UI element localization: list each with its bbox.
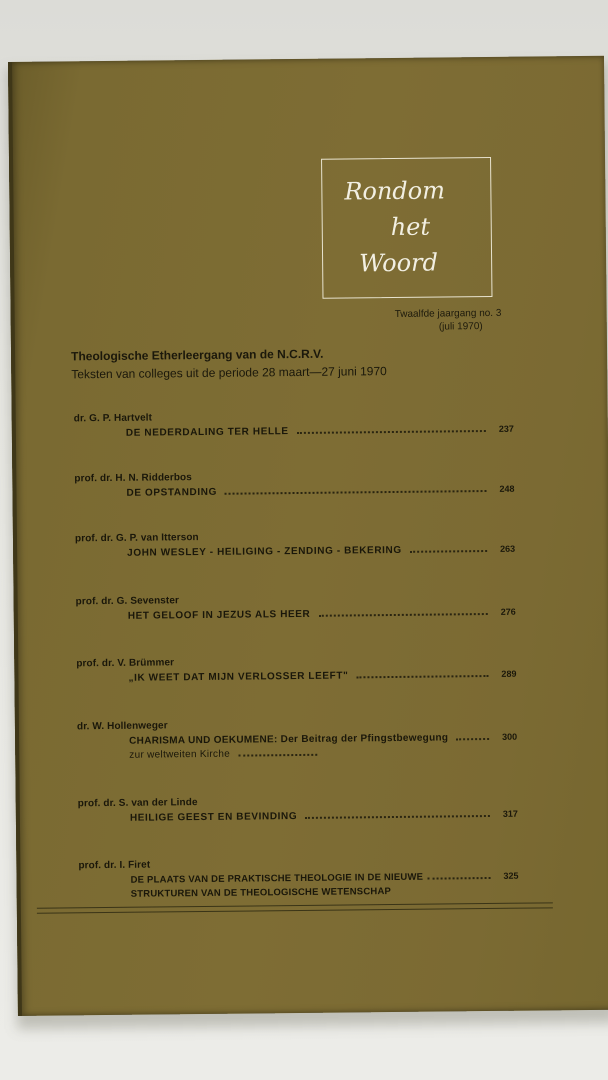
title-line-3: Woord	[358, 248, 439, 278]
toc-title-continuation: zur weltweiten Kirche	[129, 748, 231, 761]
toc-entry	[77, 716, 537, 761]
toc-entry	[76, 592, 536, 623]
dot-leader	[318, 613, 487, 617]
series-heading	[71, 344, 387, 383]
toc-title: DE NEDERDALING TER HELLE	[125, 426, 289, 439]
table-of-contents	[73, 409, 534, 900]
toc-title-row	[128, 669, 516, 684]
toc-title-continuation: STRUKTUREN VAN DE THEOLOGISCHE WETENSCHAP	[130, 886, 392, 900]
toc-title: CHARISMA UND OEKUMENE: Der Beitrag der Pfingstbewegung	[129, 732, 449, 747]
toc-title-row	[128, 607, 516, 622]
toc-title: HEILIGE GEEST EN BEVINDING	[129, 811, 298, 824]
toc-author: dr. W. Hollenweger	[76, 720, 168, 733]
toc-page: 237	[498, 423, 514, 434]
dot-leader	[456, 738, 489, 740]
dot-leader	[238, 754, 317, 757]
booklet-cover	[8, 56, 608, 1016]
toc-entry	[74, 409, 534, 440]
toc-entry	[76, 654, 536, 685]
toc-author: prof. dr. V. Brümmer	[76, 657, 175, 670]
toc-title-row	[126, 424, 514, 439]
dot-leader	[305, 815, 490, 819]
toc-title: DE OPSTANDING	[126, 486, 217, 499]
toc-title: HET GELOOF IN JEZUS ALS HEER	[127, 608, 311, 622]
toc-title: „IK WEET DAT MIJN VERLOSSER LEEFT"	[128, 670, 349, 684]
footer-rule-bottom	[37, 907, 553, 913]
toc-author: dr. G. P. Hartvelt	[73, 412, 153, 425]
volume-number: Twaalfde jaargang no. 3	[394, 307, 502, 320]
toc-entry	[74, 469, 534, 500]
issue-date: (juli 1970)	[438, 321, 483, 333]
series-title: Theologische Etherleergang van de N.C.R.V.	[71, 346, 324, 364]
toc-entry	[75, 529, 535, 560]
toc-entry	[78, 855, 538, 900]
toc-author: prof. dr. G. P. van Itterson	[74, 532, 199, 545]
dot-leader	[410, 550, 487, 553]
toc-page: 263	[500, 543, 516, 554]
title-box	[321, 157, 492, 299]
dot-leader	[356, 675, 488, 678]
toc-author: prof. dr. H. N. Ridderbos	[74, 472, 192, 485]
toc-title: JOHN WESLEY - HEILIGING - ZENDING - BEKERING	[127, 544, 402, 559]
toc-title-row	[131, 871, 519, 886]
dot-leader	[225, 490, 487, 495]
toc-author: prof. dr. G. Sevenster	[75, 595, 180, 608]
title-line-1: Rondom	[344, 176, 446, 206]
toc-page: 300	[502, 731, 518, 742]
toc-page: 248	[499, 483, 515, 494]
toc-page: 276	[500, 606, 516, 617]
toc-title-continuation-row	[129, 746, 517, 761]
toc-title-row	[129, 732, 517, 747]
toc-page: 289	[501, 668, 517, 679]
title-line-2: het	[390, 212, 431, 242]
series-subtitle: Teksten van colleges uit de periode 28 maart—27 juni 1970	[71, 364, 387, 382]
toc-entry	[78, 793, 538, 824]
toc-author: prof. dr. S. van der Linde	[77, 797, 198, 810]
dot-leader	[427, 877, 490, 880]
toc-title: DE PLAATS VAN DE PRAKTISCHE THEOLOGIE IN DE NIEUWE	[130, 871, 424, 886]
volume-info	[395, 307, 502, 334]
toc-title-row	[130, 809, 518, 824]
toc-title-row	[127, 544, 515, 559]
toc-page: 325	[503, 870, 519, 881]
toc-title-row	[126, 484, 514, 499]
dot-leader	[297, 430, 486, 434]
toc-page: 317	[502, 808, 518, 819]
toc-author: prof. dr. I. Firet	[78, 859, 151, 872]
